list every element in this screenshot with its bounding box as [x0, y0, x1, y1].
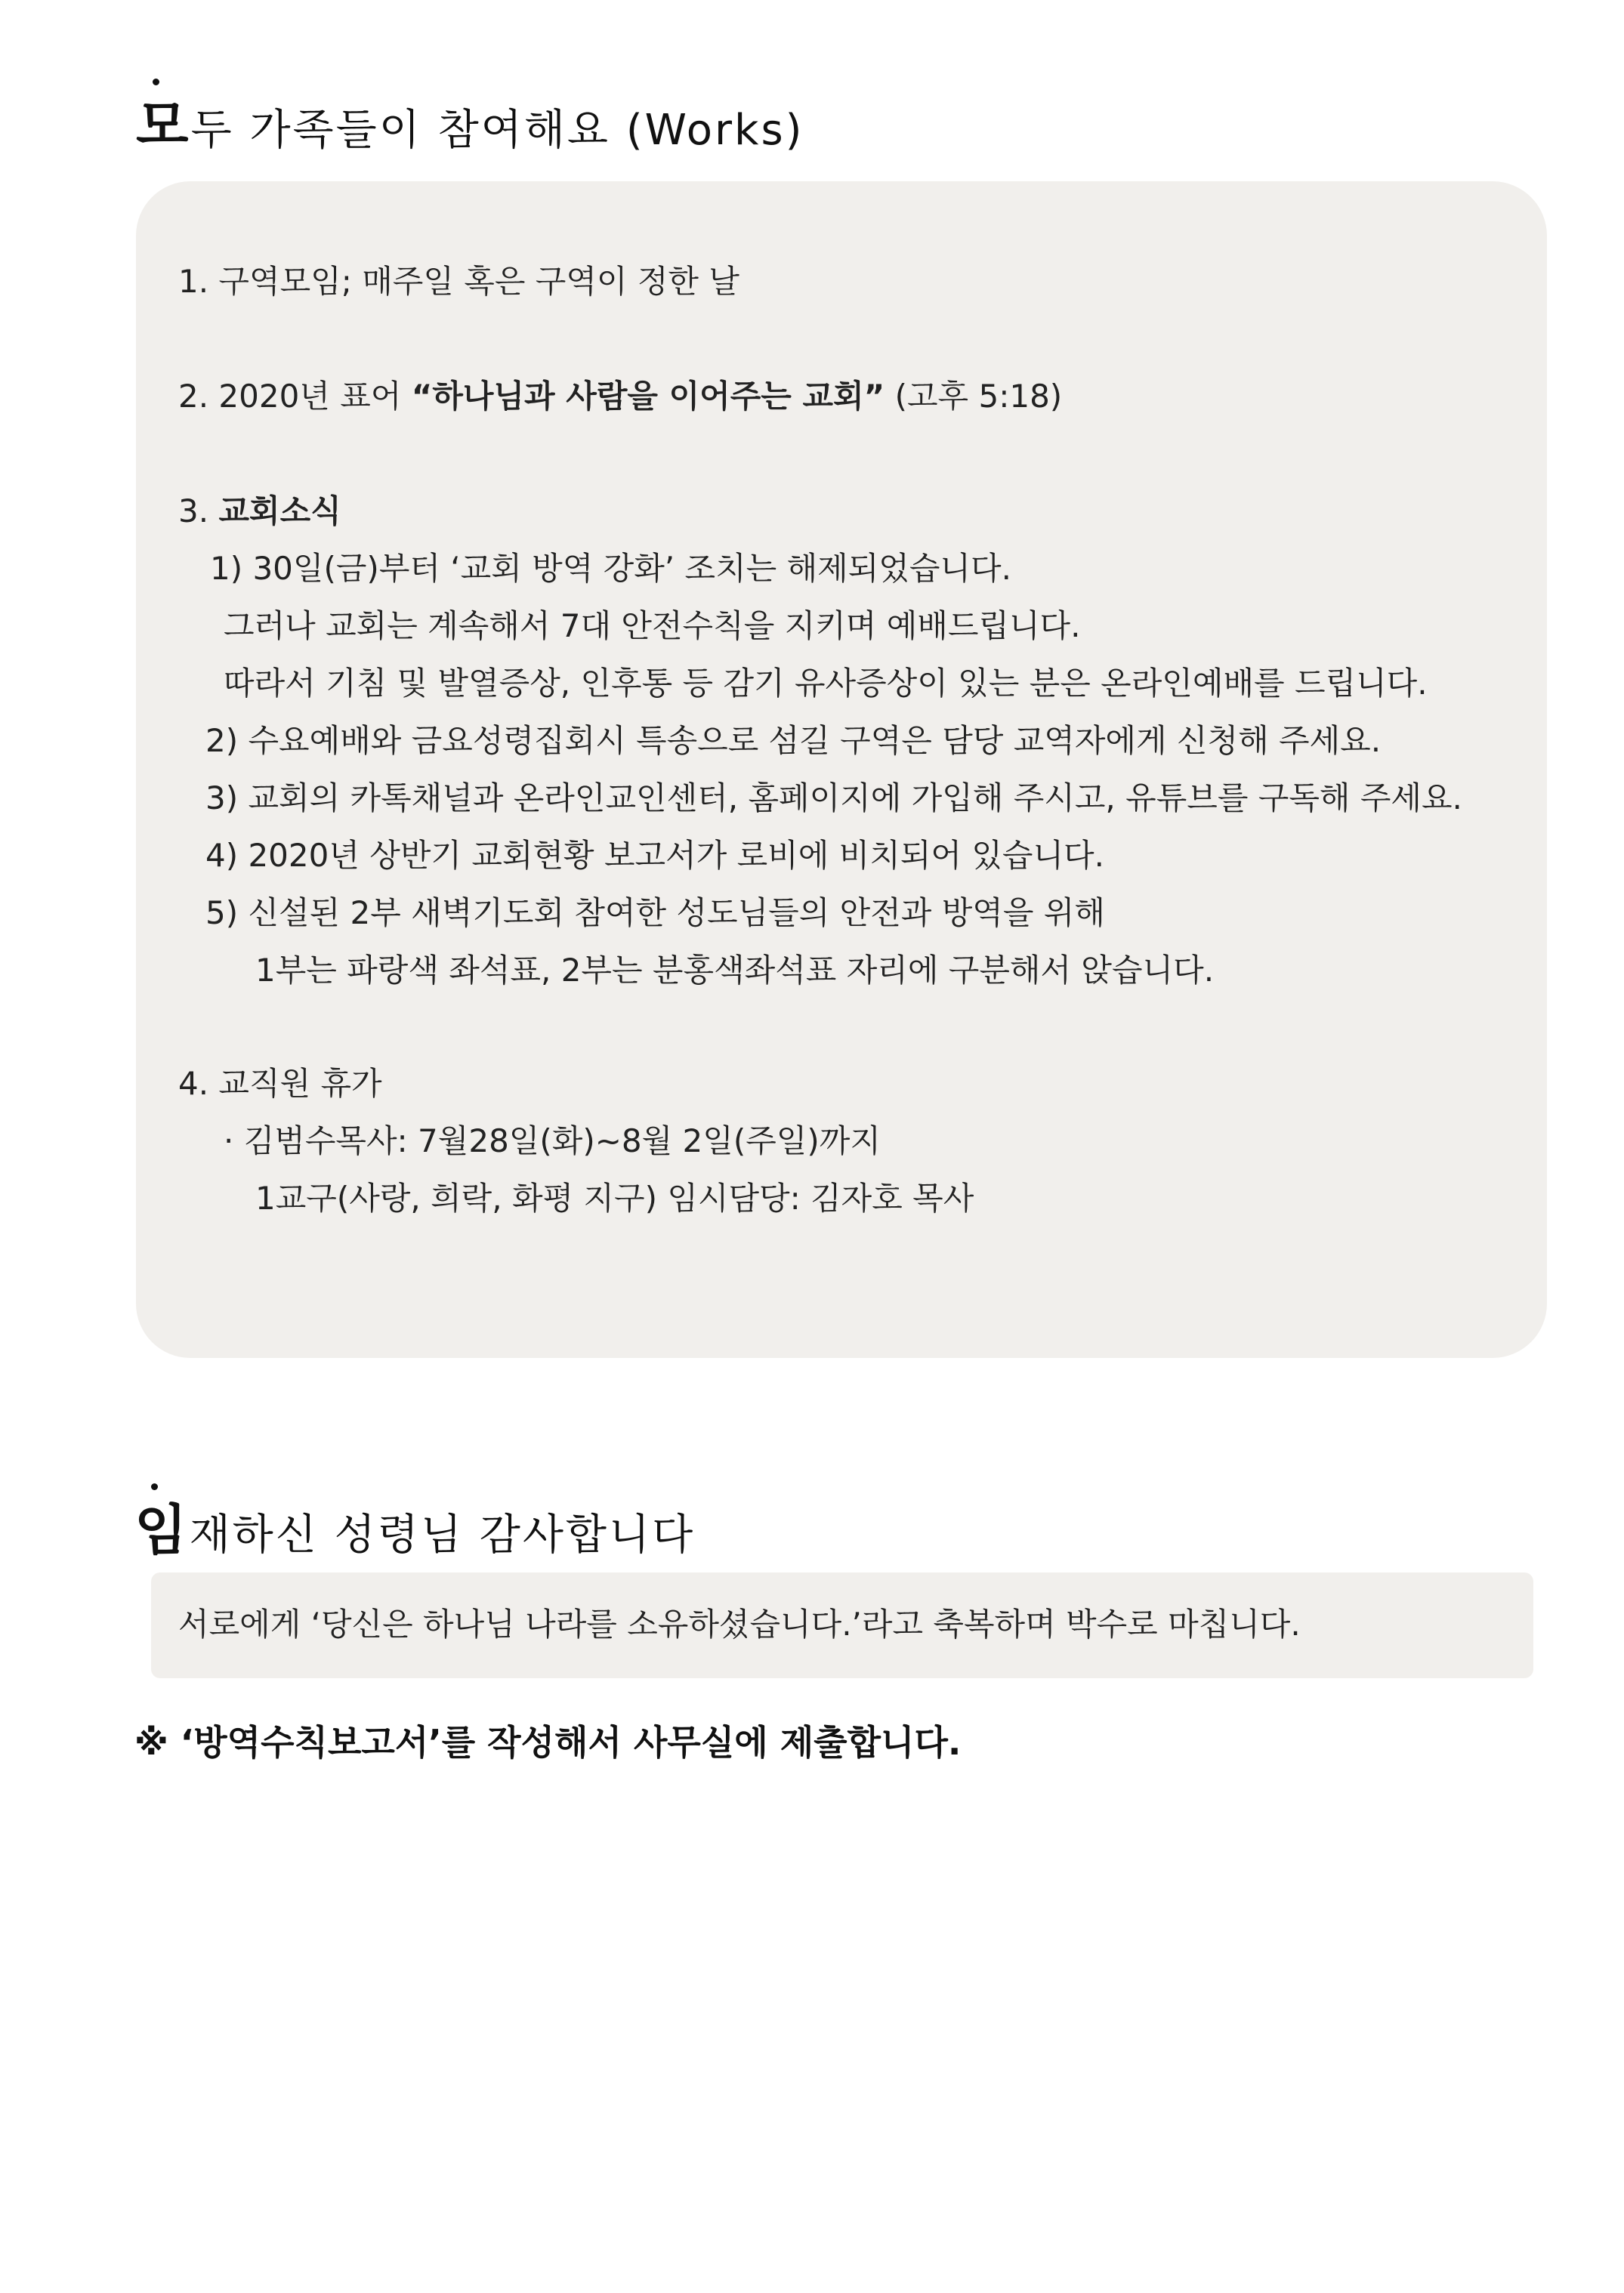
church-news-5-line-2: 1부는 파랑색 좌석표, 2부는 분홍색좌석표 자리에 구분해서 앉습니다.: [255, 952, 1215, 989]
works-item-4-heading: 4. 교직원 휴가: [178, 1065, 382, 1102]
staff-vacation-2: 1교구(사랑, 희락, 화평 지구) 임시담당: 김자호 목사: [255, 1180, 974, 1217]
quarantine-report-notice: ※ ‘방역수칙보고서’를 작성해서 사무실에 제출합니다.: [134, 1722, 962, 1763]
works-title-initial: 모: [136, 94, 191, 157]
works-item-3-title: 교회소식: [218, 492, 341, 529]
church-news-2: 2) 수요예배와 금요성령집회시 특송으로 섬길 구역은 담당 교역자에게 신청해 주세요.: [205, 722, 1382, 759]
blessing-text: 서로에게 ‘당신은 하나님 나라를 소유하셨습니다.’라고 축복하며 박수로 마칩니다.: [178, 1606, 1301, 1643]
works-item-3-heading: [178, 492, 341, 529]
church-news-4: 4) 2020년 상반기 교회현황 보고서가 로비에 비치되어 있습니다.: [205, 837, 1104, 874]
works-item-2: [178, 378, 1063, 415]
works-item-1: 1. 구역모임; 매주일 혹은 구역이 정한 날: [178, 263, 739, 300]
spirit-section-title: [134, 1498, 696, 1562]
works-item-2-post: (고후 5:18): [885, 378, 1063, 415]
spirit-box: [151, 1572, 1533, 1678]
works-item-2-motto: “하나님과 사람을 이어주는 교회”: [411, 378, 885, 415]
church-news-3: 3) 교회의 카톡채널과 온라인교인센터, 홈페이지에 가입해 주시고, 유튜브를 구독해 주세요.: [205, 779, 1462, 816]
staff-vacation-1: · 김범수목사: 7월28일(화)~8월 2일(주일)까지: [224, 1122, 881, 1159]
church-news-1-line-2: 그러나 교회는 계속해서 7대 안전수칙을 지키며 예배드립니다.: [224, 607, 1081, 644]
spirit-title-initial: 임: [134, 1498, 190, 1562]
works-title-rest: 두 가족들이 참여해요 (Works): [190, 106, 804, 155]
spirit-title-rest: 재하신 성령님 감사합니다: [189, 1511, 696, 1560]
works-item-2-pre: 2. 2020년 표어: [178, 378, 412, 415]
church-news-5: 5) 신설된 2부 새벽기도회 참여한 성도님들의 안전과 방역을 위해: [205, 894, 1105, 931]
works-section-title: [136, 94, 804, 157]
church-news-1: 1) 30일(금)부터 ‘교회 방역 강화’ 조치는 해제되었습니다.: [210, 550, 1011, 587]
works-item-3-number: 3.: [178, 492, 219, 529]
church-news-1-line-3: 따라서 기침 및 발열증상, 인후통 등 감기 유사증상이 있는 분은 온라인예배를 드립니다.: [224, 665, 1428, 702]
